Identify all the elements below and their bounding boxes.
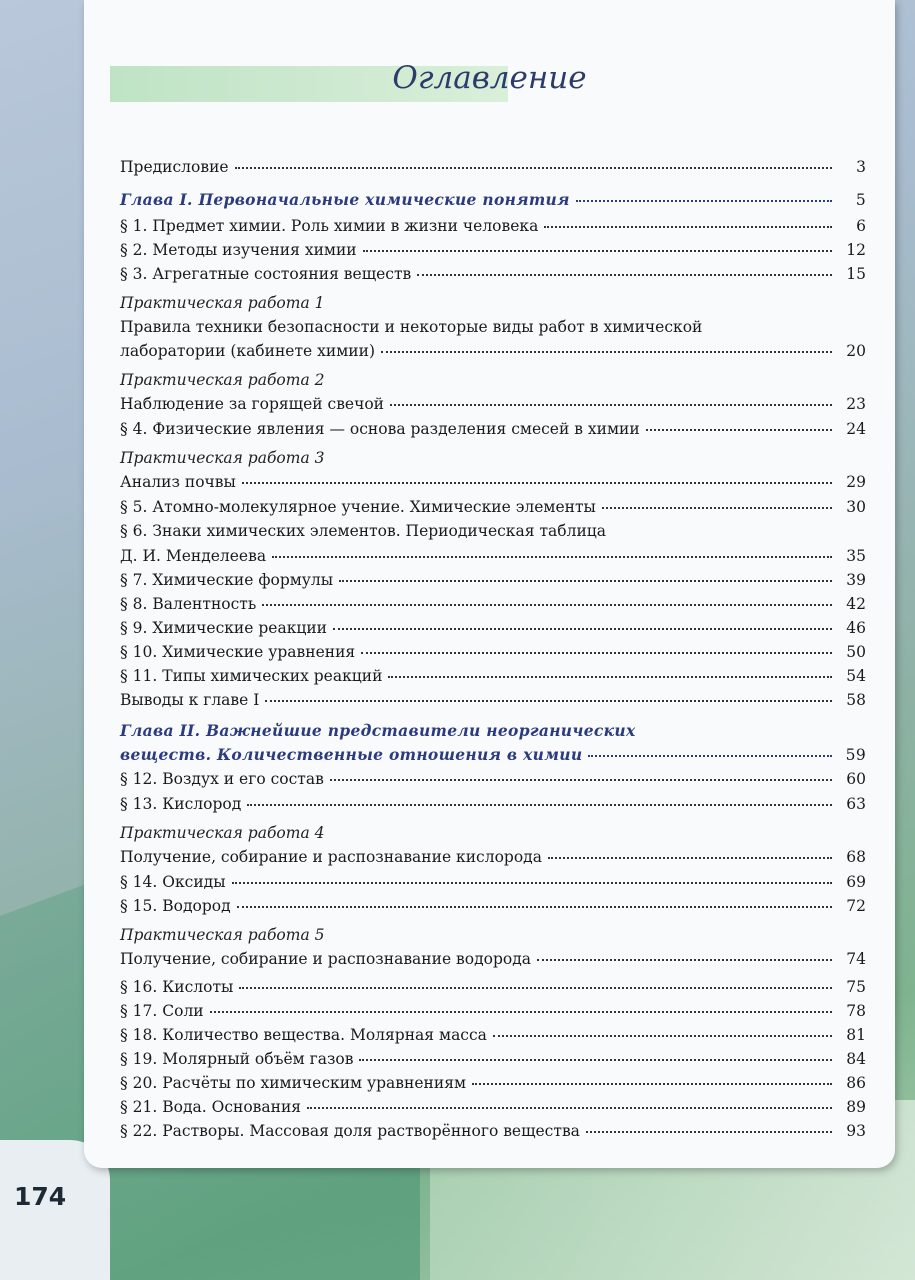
toc-entry[interactable] bbox=[120, 972, 866, 996]
toc-practice-heading bbox=[120, 920, 866, 944]
toc-page-number: 74 bbox=[846, 950, 866, 968]
toc-entry[interactable] bbox=[120, 996, 866, 1020]
toc-entry-title: § 17. Соли bbox=[120, 1002, 204, 1020]
toc-entry bbox=[120, 312, 866, 336]
toc-page-number: 68 bbox=[846, 848, 866, 866]
toc-entry[interactable] bbox=[120, 867, 866, 891]
toc-entry-title: Практическая работа 3 bbox=[120, 449, 325, 467]
toc-entry-title: § 6. Знаки химических элементов. Периодическая таблица bbox=[120, 522, 606, 540]
toc-entry-title: § 3. Агрегатные состояния веществ bbox=[120, 265, 412, 283]
toc-entry-title: Практическая работа 4 bbox=[120, 824, 325, 842]
toc-entry-title: Получение, собирание и распознавание кислорода bbox=[120, 848, 542, 866]
dot-leader bbox=[232, 882, 832, 884]
toc-page-number: 30 bbox=[846, 498, 866, 516]
toc-entry-title: § 4. Физические явления — основа разделения смесей в химии bbox=[120, 420, 640, 438]
toc-entry-title: § 16. Кислоты bbox=[120, 978, 234, 996]
toc-entry-title: § 18. Количество вещества. Молярная масса bbox=[120, 1026, 487, 1044]
toc-page-number: 69 bbox=[846, 873, 866, 891]
toc-entry[interactable] bbox=[120, 211, 866, 235]
dot-leader bbox=[537, 959, 832, 961]
toc-entry-title: § 8. Валентность bbox=[120, 595, 257, 613]
toc-practice-heading bbox=[120, 818, 866, 842]
dot-leader bbox=[390, 404, 832, 406]
toc-entry[interactable] bbox=[120, 1044, 866, 1068]
dot-leader bbox=[265, 700, 832, 702]
page-number: 174 bbox=[14, 1182, 67, 1211]
toc-page-number: 23 bbox=[846, 395, 866, 413]
dot-leader bbox=[363, 250, 832, 252]
toc-entry-title: Практическая работа 5 bbox=[120, 926, 325, 944]
toc-entry-title: § 12. Воздух и его состав bbox=[120, 770, 324, 788]
dot-leader bbox=[359, 1059, 832, 1061]
dot-leader bbox=[247, 804, 832, 806]
toc-practice-heading bbox=[120, 365, 866, 389]
toc-page-number: 39 bbox=[846, 571, 866, 589]
toc-page-number: 46 bbox=[846, 619, 866, 637]
toc-entry[interactable] bbox=[120, 764, 866, 788]
toc-page-number: 60 bbox=[846, 770, 866, 788]
toc-entry[interactable] bbox=[120, 637, 866, 661]
toc-entry[interactable] bbox=[120, 259, 866, 283]
toc-page-number: 72 bbox=[846, 897, 866, 915]
dot-leader bbox=[602, 507, 832, 509]
toc-entry-title: § 22. Растворы. Массовая доля растворённого вещества bbox=[120, 1122, 580, 1140]
book-page bbox=[84, 0, 895, 1168]
toc-entry-title: Наблюдение за горящей свечой bbox=[120, 395, 385, 413]
toc-entry-title: Правила техники безопасности и некоторые виды работ в химической bbox=[120, 318, 703, 336]
dot-leader bbox=[361, 652, 832, 654]
toc-entry[interactable] bbox=[120, 336, 866, 360]
toc-entry[interactable] bbox=[120, 944, 866, 968]
toc-page-number: 15 bbox=[846, 265, 866, 283]
dot-leader bbox=[235, 167, 832, 169]
toc-entry[interactable] bbox=[120, 467, 866, 491]
toc-entry[interactable] bbox=[120, 1092, 866, 1116]
toc-entry[interactable] bbox=[120, 152, 866, 176]
dot-leader bbox=[388, 676, 832, 678]
toc-page-number: 3 bbox=[856, 158, 866, 176]
toc-practice-heading bbox=[120, 443, 866, 467]
toc-page-number: 78 bbox=[846, 1002, 866, 1020]
toc-entry[interactable] bbox=[120, 613, 866, 637]
toc-entry-title: Выводы к главе I bbox=[120, 691, 260, 709]
toc-page-number: 93 bbox=[846, 1122, 866, 1140]
toc-entry-title: Д. И. Менделеева bbox=[120, 547, 267, 565]
toc-entry[interactable] bbox=[120, 389, 866, 413]
dot-leader bbox=[210, 1011, 832, 1013]
toc-entry-title: веществ. Количественные отношения в химии bbox=[120, 745, 583, 764]
toc-entry[interactable] bbox=[120, 891, 866, 915]
toc-entry[interactable] bbox=[120, 685, 866, 709]
toc-entry-title: § 10. Химические уравнения bbox=[120, 643, 356, 661]
toc-entry-title: § 2. Методы изучения химии bbox=[120, 241, 357, 259]
dot-leader bbox=[493, 1035, 832, 1037]
toc-page-number: 50 bbox=[846, 643, 866, 661]
toc-entry-title: § 15. Водород bbox=[120, 897, 231, 915]
toc-entry-title: лаборатории (кабинете химии) bbox=[120, 342, 375, 360]
dot-leader bbox=[237, 906, 832, 908]
toc-page-number: 86 bbox=[846, 1074, 866, 1092]
dot-leader bbox=[586, 1131, 832, 1133]
toc-page-number: 63 bbox=[846, 795, 866, 813]
toc-page-number: 20 bbox=[846, 342, 866, 360]
toc-entry[interactable] bbox=[120, 1116, 866, 1140]
toc-entry-title: Анализ почвы bbox=[120, 473, 236, 491]
dot-leader bbox=[272, 556, 832, 558]
toc-entry[interactable] bbox=[120, 492, 866, 516]
dot-leader bbox=[333, 628, 832, 630]
dot-leader bbox=[576, 200, 832, 202]
toc-page-number: 5 bbox=[855, 191, 866, 209]
dot-leader bbox=[544, 226, 832, 228]
dot-leader bbox=[381, 351, 832, 353]
toc-entry[interactable] bbox=[120, 1068, 866, 1092]
toc-entry[interactable] bbox=[120, 414, 866, 438]
toc-page-number: 12 bbox=[846, 241, 866, 259]
toc-entry[interactable] bbox=[120, 565, 866, 589]
toc-entry-title: § 1. Предмет химии. Роль химии в жизни человека bbox=[120, 217, 539, 235]
toc-entry[interactable] bbox=[120, 789, 866, 813]
toc-entry-title: § 21. Вода. Основания bbox=[120, 1098, 302, 1116]
dot-leader bbox=[417, 274, 832, 276]
toc-page-number: 42 bbox=[846, 595, 866, 613]
toc-entry-title: § 9. Химические реакции bbox=[120, 619, 328, 637]
toc-page-number: 75 bbox=[846, 978, 866, 996]
toc-entry-title: Глава I. Первоначальные химические понятия bbox=[120, 190, 570, 209]
toc-entry-title: § 11. Типы химических реакций bbox=[120, 667, 383, 685]
toc-page-number: 54 bbox=[846, 667, 866, 685]
dot-leader bbox=[242, 482, 832, 484]
toc-page-number: 35 bbox=[846, 547, 866, 565]
dot-leader bbox=[588, 755, 832, 757]
toc-page-number: 89 bbox=[846, 1098, 866, 1116]
toc-chapter-entry[interactable] bbox=[120, 740, 866, 764]
toc-entry-title: Получение, собирание и распознавание водорода bbox=[120, 950, 532, 968]
toc-entry-title: Практическая работа 2 bbox=[120, 371, 325, 389]
toc-entry-title: Глава II. Важнейшие представители неорганических bbox=[120, 721, 636, 740]
dot-leader bbox=[307, 1107, 832, 1109]
dot-leader bbox=[646, 429, 832, 431]
toc-chapter-entry[interactable] bbox=[120, 185, 866, 209]
toc-entry[interactable] bbox=[120, 1020, 866, 1044]
toc-entry[interactable] bbox=[120, 541, 866, 565]
toc-entry-title: § 20. Расчёты по химическим уравнениям bbox=[120, 1074, 467, 1092]
toc-page-number: 29 bbox=[846, 473, 866, 491]
toc-entry bbox=[120, 516, 866, 540]
toc-entry-title: § 14. Оксиды bbox=[120, 873, 226, 891]
toc-page-number: 58 bbox=[846, 691, 866, 709]
dot-leader bbox=[548, 857, 832, 859]
toc-entry-title: § 13. Кислород bbox=[120, 795, 242, 813]
toc-entry[interactable] bbox=[120, 842, 866, 866]
toc-page-number: 24 bbox=[846, 420, 866, 438]
dot-leader bbox=[330, 779, 832, 781]
toc-entry[interactable] bbox=[120, 589, 866, 613]
toc-practice-heading bbox=[120, 288, 866, 312]
toc-entry-title: Предисловие bbox=[120, 158, 229, 176]
dot-leader bbox=[262, 604, 832, 606]
toc-entry[interactable] bbox=[120, 235, 866, 259]
dot-leader bbox=[339, 580, 832, 582]
toc-chapter-entry bbox=[120, 716, 866, 740]
toc-entry-title: Практическая работа 1 bbox=[120, 294, 325, 312]
dot-leader bbox=[239, 987, 832, 989]
toc-entry-title: § 7. Химические формулы bbox=[120, 571, 334, 589]
toc-page-number: 81 bbox=[846, 1026, 866, 1044]
toc-entry[interactable] bbox=[120, 661, 866, 685]
toc-page-number: 6 bbox=[856, 217, 866, 235]
dot-leader bbox=[472, 1083, 832, 1085]
toc-page-number: 59 bbox=[845, 746, 866, 764]
toc-entry-title: § 5. Атомно-молекулярное учение. Химические элементы bbox=[120, 498, 596, 516]
toc-page-number: 84 bbox=[846, 1050, 866, 1068]
page-title: Оглавление bbox=[392, 60, 587, 96]
toc-entry-title: § 19. Молярный объём газов bbox=[120, 1050, 354, 1068]
